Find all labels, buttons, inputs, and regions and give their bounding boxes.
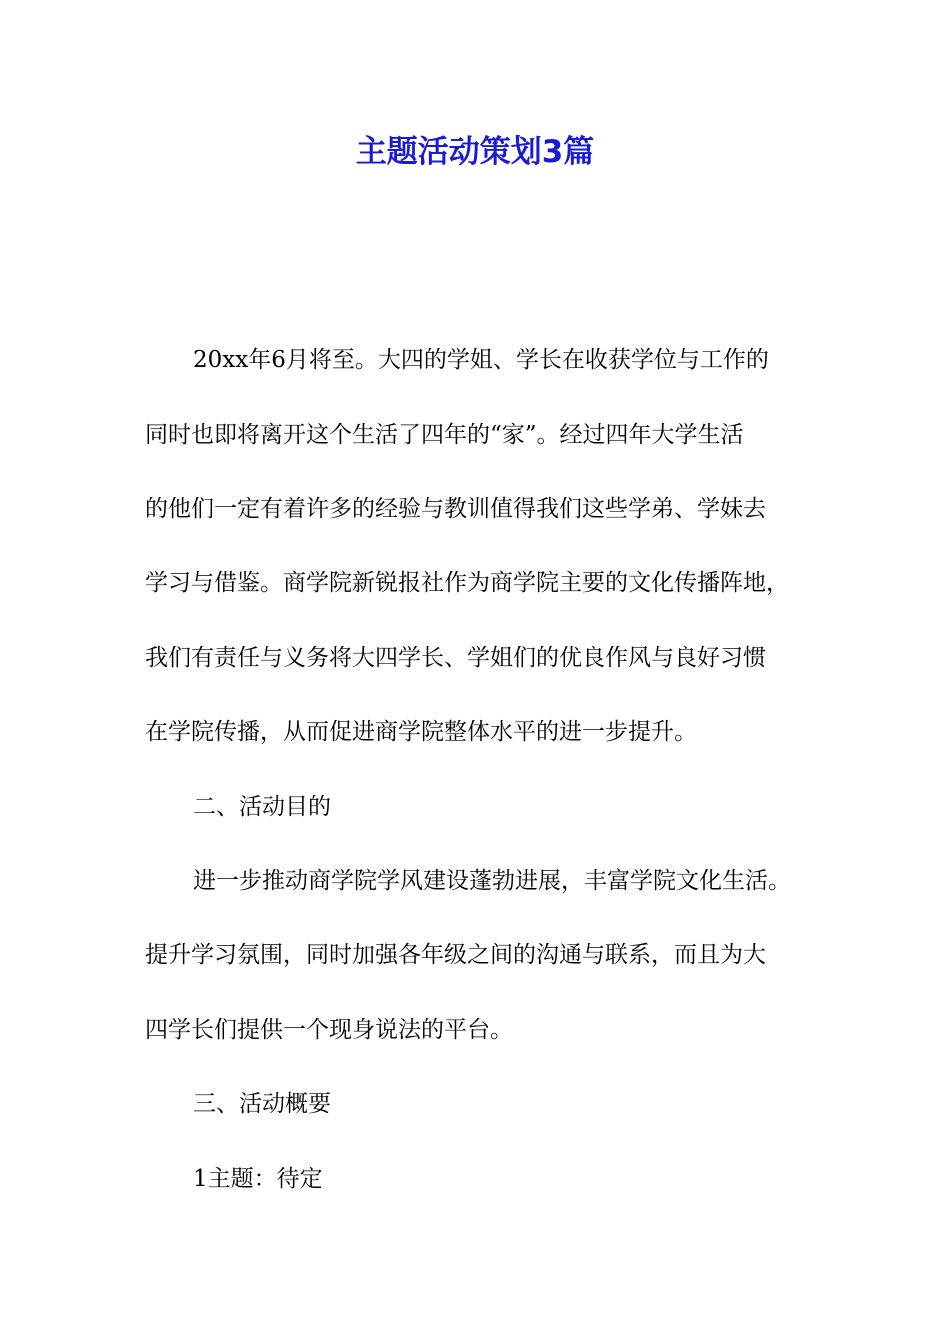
section-heading-overview: 三、活动概要 [193, 1091, 331, 1117]
document-title: 主题活动策划3篇 [355, 134, 595, 170]
paragraph-intro-line-2: 同时也即将离开这个生活了四年的“家”。经过四年大学生活 [145, 422, 744, 448]
paragraph-intro-line-6: 在学院传播，从而促进商学院整体水平的进一步提升。 [145, 719, 697, 745]
paragraph-intro-line-4: 学习与借鉴。商学院新锐报社作为商学院主要的文化传播阵地， [145, 570, 789, 596]
section-heading-purpose: 二、活动目的 [193, 794, 331, 820]
paragraph-purpose-line-3: 四学长们提供一个现身说法的平台。 [145, 1017, 513, 1043]
paragraph-purpose-line-1: 进一步推动商学院学风建设蓬勃进展，丰富学院文化生活。 [193, 868, 791, 894]
paragraph-intro-line-3: 的他们一定有着许多的经验与教训值得我们这些学弟、学妹去 [145, 496, 766, 522]
paragraph-intro-line-5: 我们有责任与义务将大四学长、学姐们的优良作风与良好习惯 [145, 645, 766, 671]
paragraph-purpose-line-2: 提升学习氛围，同时加强各年级之间的沟通与联系，而且为大 [145, 942, 766, 968]
overview-item-theme: 1主题：待定 [193, 1166, 323, 1192]
paragraph-intro-line-1: 20xx年6月将至。大四的学姐、学长在收获学位与工作的 [193, 347, 769, 373]
